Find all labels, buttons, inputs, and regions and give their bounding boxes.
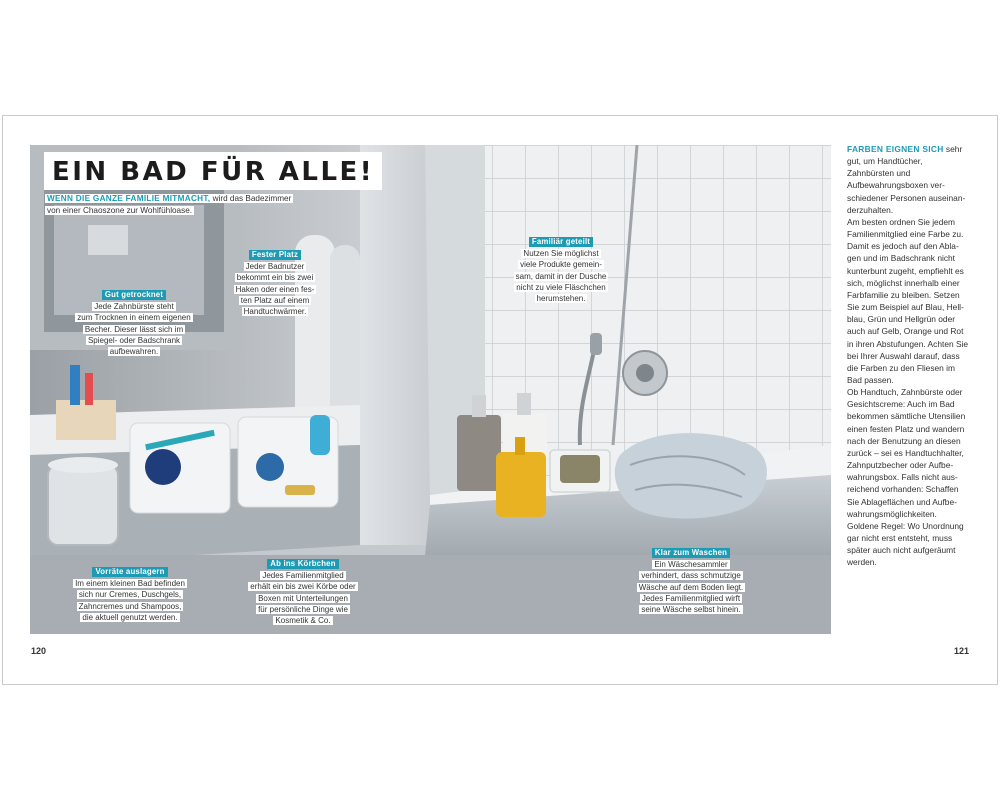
note-fester-platz: Fester Platz Jeder Badnutzer bekommt ein bis zwei Haken oder einen fes- ten Platz auf einem Handtuchwärmer. xyxy=(235,250,315,317)
sidebar-text xyxy=(847,143,971,568)
note-gut-getrocknet: Gut getrocknet Jede Zahnbürste steht zum Trocknen in einem eigenen Becher. Dieser lässt sich im Spiegel- oder Badschrank aufbewahren. xyxy=(77,290,191,357)
note-label: Fester Platz xyxy=(249,250,301,260)
sidebar-paragraph-2: Am besten ordnen Sie jedem Familienmitglied eine Farbe zu. Damit es jedoch auf den Abla- gen und im Badschrank nicht kunterbunt zugeht, empfiehlt es sich, möglichst innerhalb einer Farbfamilie zu bleiben. Setzen Sie zum Beispiel auf Blau, Hell- blau, Grün und Hellgrün oder auch auf Gelb, Orange und Rot in ihren Abstufungen. Achten Sie bei Ihrer Auswahl darauf, dass die Farben zu den Fliesen im Bad passen. xyxy=(847,216,969,385)
sidebar-paragraph-3: Ob Handtuch, Zahnbürste oder Gesichtscreme: Auch im Bad bekommen sämtliche Utensilien einen festen Platz und wandern nach der Benutzung an diesen zurück – sei es Handtuchhalter, Zahnputzbecher oder Aufbe- wahrungsbox. Falls nicht aus- reichend vorhanden: Schaffen Sie Ablageflächen und Aufbe- wahrungsmöglichkeiten. xyxy=(847,387,966,519)
page-number-left: 120 xyxy=(31,646,47,656)
intro-text xyxy=(45,193,295,216)
intro-keyword: WENN DIE GANZE FAMILIE MITMACHT, xyxy=(47,194,211,203)
sidebar-paragraph-4: Goldene Regel: Wo Unordnung gar nicht erst entsteht, muss später auch nicht aufgeräumt werden. xyxy=(847,520,964,568)
note-label: Klar zum Waschen xyxy=(652,548,730,558)
note-ab-ins-koerbchen: Ab ins Körbchen Jedes Familienmitglied erhält ein bis zwei Körbe oder Boxen mit Unterteilungen für persönliche Dinge wie Kosmetik & Co. xyxy=(250,559,356,626)
intro-line-2: von einer Chaoszone zur Wohlfühloase. xyxy=(47,205,193,215)
sidebar-keyword: FARBEN EIGNEN SICH xyxy=(847,144,944,154)
note-label: Gut getrocknet xyxy=(102,290,166,300)
page-title: EIN BAD FÜR ALLE! xyxy=(44,152,382,190)
note-klar-zum-waschen: Klar zum Waschen Ein Wäschesammler verhindert, dass schmutzige Wäsche auf dem Boden liegt. Jedes Familienmitglied wirft seine Wäsche selbst hinein. xyxy=(638,548,744,615)
page-number-right: 121 xyxy=(954,646,970,656)
note-label: Familiär geteilt xyxy=(529,237,593,247)
intro-line-1: wird das Badezimmer xyxy=(210,194,292,203)
sidebar-paragraph-1: FARBEN EIGNEN SICH sehr gut, um Handtücher, Zahnbürsten und Aufbewahrungsboxen ver- schiedener Personen auseinan- derzuhalten. xyxy=(847,144,966,215)
note-label: Vorräte auslagern xyxy=(92,567,167,577)
note-familiaer-geteilt: Familiär geteilt Nutzen Sie möglichst viele Produkte gemein- sam, damit in der Dusche nicht zu viele Fläschchen herumstehen. xyxy=(515,237,607,304)
note-vorraete-auslagern: Vorräte auslagern Im einem kleinen Bad befinden sich nur Cremes, Duschgels, Zahncremes und Shampoos, die aktuell genutzt werden. xyxy=(75,567,185,622)
note-label: Ab ins Körbchen xyxy=(267,559,338,569)
